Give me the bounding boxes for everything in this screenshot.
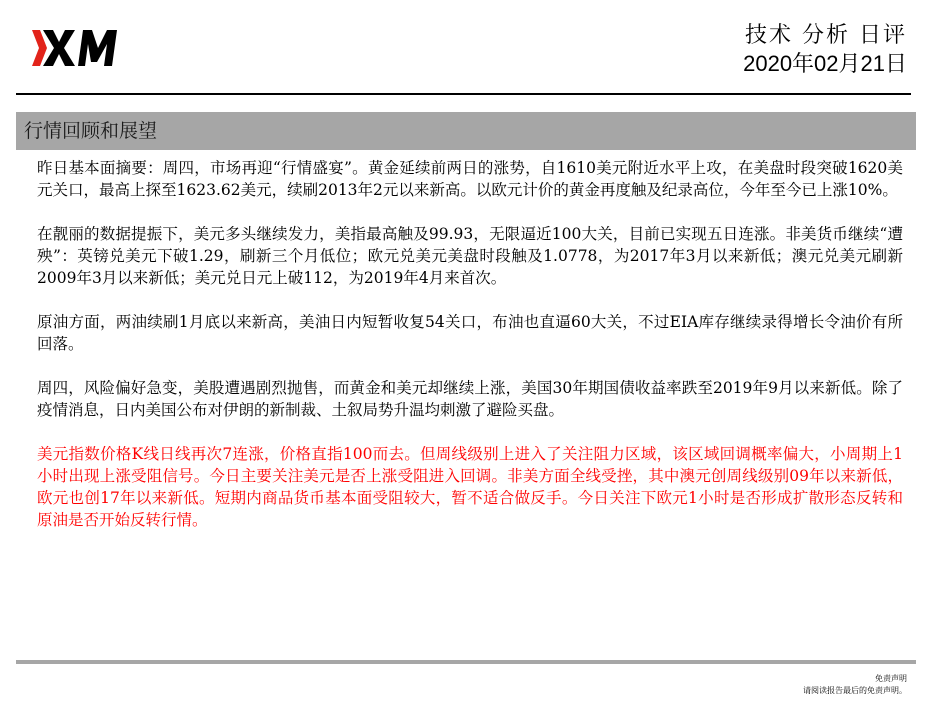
xm-logo	[32, 28, 130, 68]
disclaimer-title: 免责声明	[875, 674, 907, 683]
report-header	[743, 22, 907, 78]
paragraph-risk: 周四，风险偏好急变，美股遭遇剧烈抛售，而黄金和美元却继续上涨，美国30年期国债收益率跌至2019年9月以来新低。除了疫情消息，日内美国公布对伊朗的新制裁、土叙局势升温均刺激了避险买盘。	[37, 379, 903, 419]
footer-disclaimer	[803, 673, 907, 697]
disclaimer-note: 请阅读报告最后的免责声明。	[803, 686, 907, 695]
paragraph-dollar: 在靓丽的数据提振下，美元多头继续发力，美指最高触及99.93，无限逼近100大关，目前已实现五日连涨。非美货币继续“遭殃”：英镑兑美元下破1.29，刷新三个月低位；欧元兑美元美盘时段触及1.0778，为2017年3月以来新低；澳元兑美元刷新2009年3月以来新低；美元兑日元上破112，为2019年4月来首次。	[37, 225, 903, 287]
section-header-bar	[16, 112, 916, 150]
section-title: 行情回顾和展望	[24, 120, 158, 142]
header-divider	[16, 93, 911, 95]
report-date: 2020年02月21日	[743, 51, 907, 76]
report-title: 技术 分析 日评	[745, 23, 907, 48]
paragraph-oil: 原油方面，两油续刷1月底以来新高，美油日内短暂收复54关口，布油也直逼60大关，不过EIA库存继续录得增长令油价有所回落。	[37, 313, 903, 353]
footer-divider	[16, 660, 916, 664]
paragraph-fundamentals: 昨日基本面摘要：周四，市场再迎“行情盛宴”。黄金延续前两日的涨势，自1610美元附近水平上攻，在美盘时段突破1620美元关口，最高上探至1623.62美元，续刷2013年2元以来新高。以欧元计价的黄金再度触及纪录高位，今年至今已上涨10%。	[37, 159, 903, 199]
report-body	[37, 157, 903, 553]
paragraph-outlook-highlight: 美元指数价格K线日线再次7连涨，价格直指100而去。但周线级别上进入了关注阻力区域，该区域回调概率偏大，小周期上1小时出现上涨受阻信号。今日主要关注美元是否上涨受阻进入回调。非美方面全线受挫，其中澳元创周线级别09年以来新低，欧元也创17年以来新低。短期内商品货币基本面受阻较大，暂不适合做反手。今日关注下欧元1小时是否形成扩散形态反转和原油是否开始反转行情。	[37, 445, 903, 529]
